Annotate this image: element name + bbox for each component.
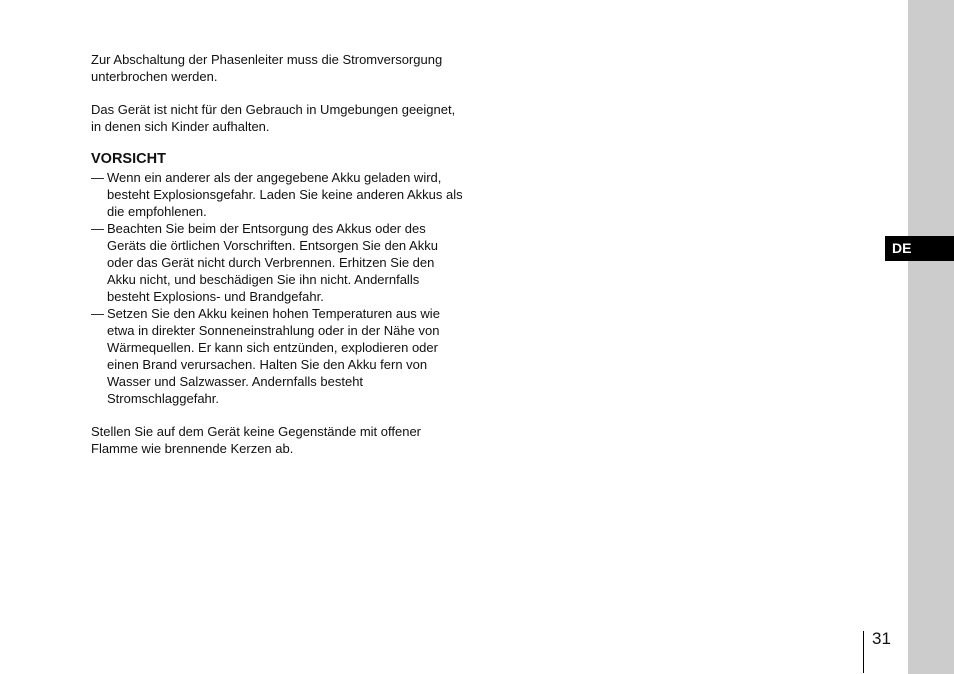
list-item [91, 305, 463, 407]
page-number-divider [863, 631, 864, 673]
caution-item-text: Setzen Sie den Akku keinen hohen Temperaturen aus wie etwa in direkter Sonneneinstrahlung oder in der Nähe von Wärmequellen. Er kann sich entzünden, explodieren oder einen Brand verursachen. Halten Sie den Akku fern von Wasser und Salzwasser. Andernfalls besteht Stromschlaggefahr. [107, 306, 440, 406]
list-item [91, 220, 463, 305]
language-tab: DE [885, 236, 954, 261]
dash-marker: — [91, 306, 104, 321]
paragraph-children-warning: Das Gerät ist nicht für den Gebrauch in Umgebungen geeignet, in denen sich Kinder aufhalten. [91, 102, 456, 134]
caution-list [91, 169, 463, 407]
dash-marker: — [91, 221, 104, 236]
text-column [91, 51, 463, 473]
caution-heading: VORSICHT [91, 151, 166, 167]
caution-item-text: Wenn ein anderer als der angegebene Akku geladen wird, besteht Explosionsgefahr. Laden Sie keine anderen Akkus als die empfohlenen. [107, 170, 463, 219]
caution-item-text: Beachten Sie beim der Entsorgung des Akkus oder des Geräts die örtlichen Vorschriften. Entsorgen Sie den Akku oder das Gerät nicht durch Verbrennen. Erhitzen Sie den Akku nicht, und beschädigen Sie ihn nicht. Andernfalls besteht Explosions- und Brandgefahr. [107, 221, 438, 304]
side-margin-strip [908, 0, 954, 674]
dash-marker: — [91, 170, 104, 185]
list-item [91, 169, 463, 220]
paragraph-power-disconnect: Zur Abschaltung der Phasenleiter muss die Stromversorgung unterbrochen werden. [91, 52, 443, 84]
page-number: 31 [872, 629, 891, 648]
paragraph-open-flame: Stellen Sie auf dem Gerät keine Gegenstände mit offener Flamme wie brennende Kerzen ab. [91, 424, 422, 456]
